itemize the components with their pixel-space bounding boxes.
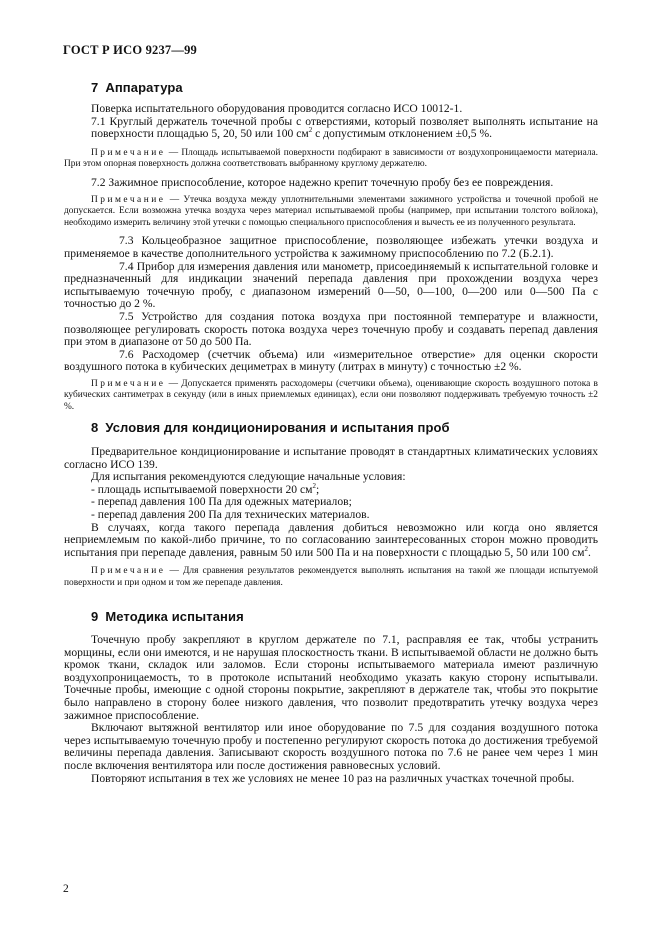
paragraph-7-1: 7.1 Круглый держатель точечной пробы с отверстиями, который позволяет выполнять испытание на поверхности площадью 5, 20, 50 или 100 $см^2$ с допустимым отклонением ±0,5 %. [91, 114, 598, 141]
section-8 [91, 420, 598, 435]
section-title: Аппаратура [105, 80, 183, 95]
list-item: - перепад давления 100 Па для одежных материалов; [91, 495, 352, 509]
note-label: Примечание [91, 378, 166, 389]
paragraph: Включают вытяжной вентилятор или иное оборудование по 7.5 для создания воздушного потока через испытываемую точечную пробу и постепенно регулируют скорость потока до достижения требуемой величины перепада давления. Записывают скорость воздушного потока по 7.6 не ранее чем через 1 мин после включения вентилятора или после достижения равновесных условий. [64, 721, 598, 772]
paragraph: Поверка испытательного оборудования проводится согласно ИСО 10012-1. [91, 102, 463, 115]
note-label: Примечание [91, 194, 166, 205]
list-item: - площадь испытываемой поверхности 20 $см^2$; [91, 481, 320, 496]
section-9 [91, 609, 598, 624]
list-item: - перепад давления 200 Па для технических материалов. [91, 507, 370, 521]
paragraph: В случаях, когда такого перепада давления добиться невозможно или когда оно является неприемлемым по какой-либо причине, то по согласованию заинтересованных сторон можно проводить испытания при перепаде давления, равным 50 или 500 Па и на поверхности с площадью 5, 50 или 100 $см^2$. [64, 520, 598, 559]
paragraph-7-5: 7.5 Устройство для создания потока воздуха при постоянной температуре и влажности, позволяющее регулировать скорость потока воздуха через точечную пробу и создавать перепад давления при этом в диапазоне от 50 до 500 Па. [64, 309, 598, 349]
section-9-body [64, 633, 598, 785]
paragraph-7-6: 7.6 Расходомер (счетчик объема) или «измерительное отверстие» для оценки скорости воздушного потока в кубических дециметрах в минуту (литрах в минуту) с точностью ±2 %. [64, 347, 598, 374]
paragraph-7-2: 7.2 Зажимное приспособление, которое надежно крепит точечную пробу без ее повреждения. [91, 175, 554, 189]
section-number: 7 [91, 80, 99, 95]
paragraph-7-3: 7.3 Кольцеобразное защитное приспособление, позволяющее избежать утечки воздуха и применяемое в качестве дополнительного устройства к зажимному приспособлению по 7.2 (Б.2.1). [64, 234, 598, 260]
paragraph: Предварительное кондиционирование и испытание проводят в стандартных климатических условиях согласно ИСО 139. [64, 445, 598, 471]
section-8-body [64, 445, 598, 590]
section-8-heading [91, 420, 598, 435]
page-number: 2 [63, 883, 69, 895]
section-9-heading [91, 609, 598, 624]
note-label: Примечание [91, 147, 166, 158]
paragraph: Для испытания рекомендуются следующие начальные условия: [91, 470, 406, 484]
note: Примечание — Для сравнения результатов рекомендуется выполнять испытания на такой же площади испытуемой поверхности и при одном и том же перепаде давления. [64, 566, 598, 588]
paragraph-7-4: 7.4 Прибор для измерения давления или манометр, присоединяемый к испытательной головке и предназначенный для индикации значений перепада давления при прохождении воздуха через испытываемую точечную пробу, с диапазоном измерений 0—50, 0—100, 0—200 или 0—500 Па с точностью до 2 %. [64, 259, 598, 311]
section-title: Методика испытания [105, 609, 244, 624]
section-number: 8 [91, 420, 99, 435]
section-number: 9 [91, 609, 99, 624]
paragraph: Повторяют испытания в тех же условиях не менее 10 раз на различных участках точечной пробы. [91, 771, 575, 785]
section-7-heading [91, 80, 598, 95]
note: Примечание — Допускается применять расходомеры (счетчики объема), оценивающие скорость воздушного потока в кубических сантиметрах в секунду (или в иных приемлемых единицах), если они позволяют поддерживать требуемую точность ±2 %. [64, 378, 598, 413]
note: Примечание — Утечка воздуха между уплотнительными элементами зажимного устройства и точечной пробой не допускается. Если возможна утечка воздуха через материал испытываемой пробы (например, при испытании толстого войлока), необходимо измерить величину этой утечки с помощью специального приспособления и вычесть ее из полученного результата. [64, 194, 598, 228]
paragraph: Точечную пробу закрепляют в круглом держателе по 7.1, расправляя ее так, чтобы устранить морщины, если они имеются, и не нарушая плоскостность ткани. В испытываемой области не должно быть кромок ткани, складок или заломов. Если стороны испытываемого материала имеют различную воздухопроницаемость, то в протоколе испытаний необходимо указать какую сторону испытывали. Точечные пробы, имеющие с одной стороны покрытие, закрепляют в держателе так, чтобы это покрытие было направлено в сторону более низкого давления, что позволит предотвратить утечку воздуха через зажимное приспособление. [64, 633, 598, 722]
section-7-body [64, 102, 598, 414]
document-code: ГОСТ Р ИСО 9237—99 [63, 43, 197, 57]
section-title: Условия для кондиционирования и испытания проб [105, 420, 450, 435]
note: Примечание — Площадь испытываемой поверхности подбирают в зависимости от воздухопроницаемости материала. При этом опорная поверхность должна соответствовать выбранному круглому держателю. [64, 147, 598, 170]
section-7 [91, 80, 598, 95]
note-label: Примечание [91, 566, 166, 577]
